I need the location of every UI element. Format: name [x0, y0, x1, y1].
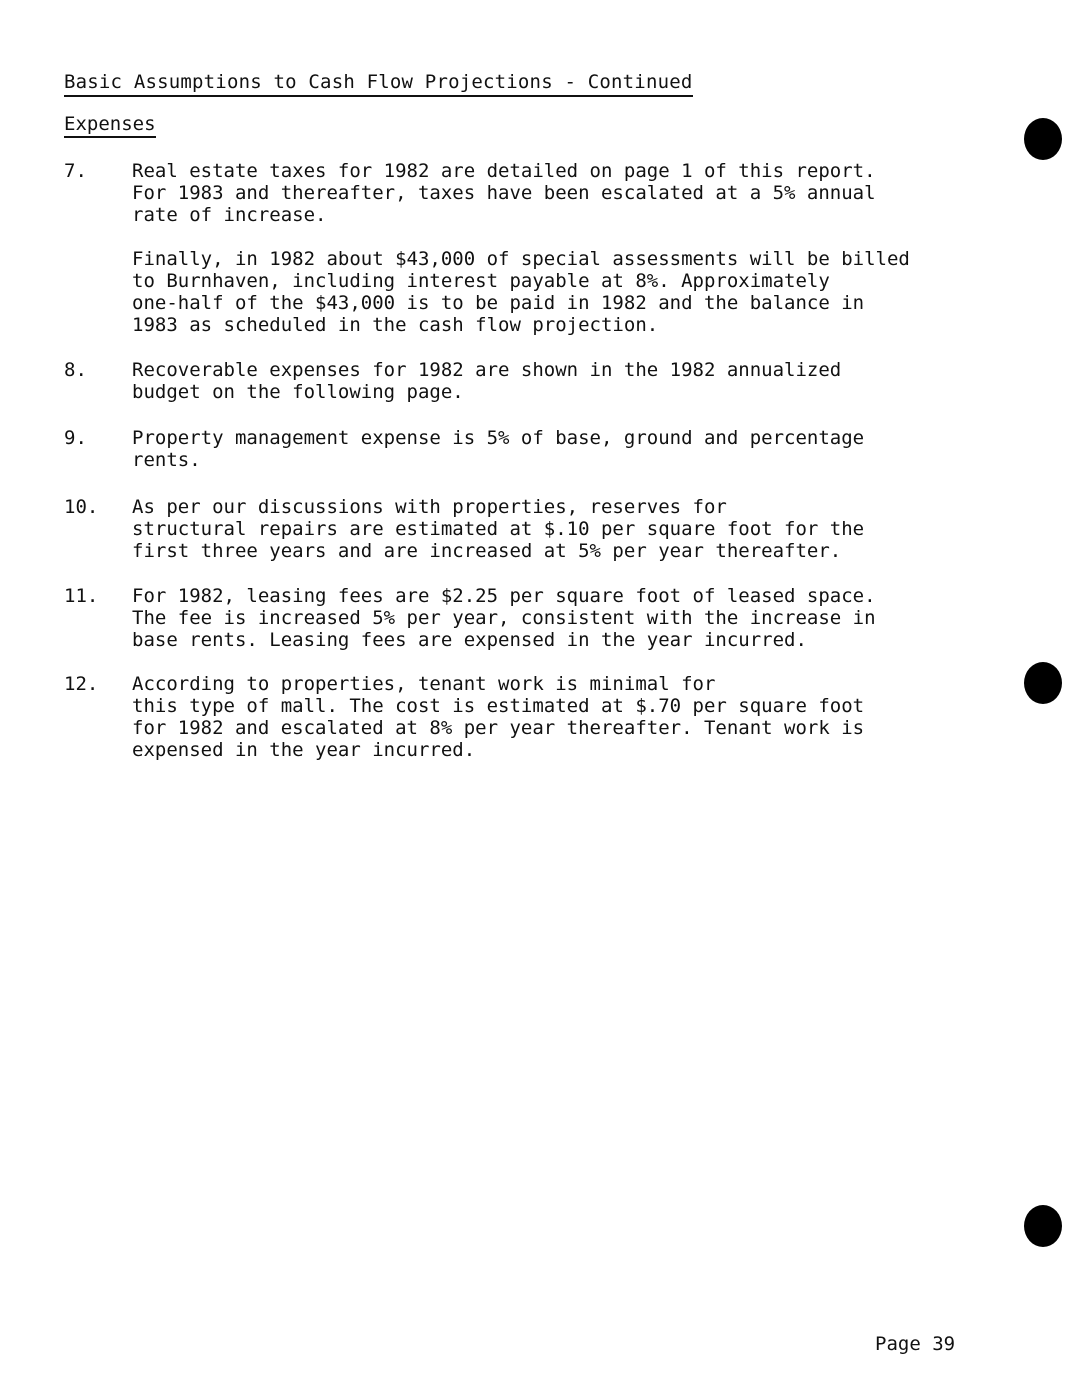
text-line: rate of increase. [132, 204, 327, 226]
page-title: Basic Assumptions to Cash Flow Projections - Continued [64, 70, 693, 97]
text-line: According to properties, tenant work is minimal for [132, 673, 716, 695]
text-line: first three years and are increased at 5% per year thereafter. [132, 540, 842, 562]
item-body [132, 496, 952, 562]
item-body [132, 359, 952, 403]
punch-hole-icon [1024, 1205, 1062, 1247]
paragraph [132, 427, 952, 471]
paragraph [132, 248, 952, 336]
text-line: Property management expense is 5% of base, ground and percentage [132, 427, 865, 449]
text-line: rents. [132, 449, 201, 471]
text-line: one-half of the $43,000 is to be paid in 1982 and the balance in [132, 292, 865, 314]
punch-hole-icon [1024, 662, 1062, 704]
text-line: Finally, in 1982 about $43,000 of special assessments will be billed [132, 248, 910, 270]
item-body [132, 673, 952, 761]
item-number: 12. [64, 673, 99, 695]
text-line: Recoverable expenses for 1982 are shown in the 1982 annualized [132, 359, 842, 381]
text-line: For 1982, leasing fees are $2.25 per square foot of leased space. [132, 585, 876, 607]
text-line: The fee is increased 5% per year, consistent with the increase in [132, 607, 876, 629]
item-body [132, 427, 952, 471]
item-number: 11. [64, 585, 99, 607]
page-number: Page 39 [875, 1333, 956, 1355]
text-line: budget on the following page. [132, 381, 464, 403]
text-line: Real estate taxes for 1982 are detailed on page 1 of this report. [132, 160, 876, 182]
item-number: 7. [64, 160, 87, 182]
paragraph [132, 673, 952, 761]
paragraph [132, 585, 952, 651]
text-line: structural repairs are estimated at $.10 per square foot for the [132, 518, 865, 540]
item-body [132, 160, 952, 336]
item-number: 10. [64, 496, 99, 518]
text-line: to Burnhaven, including interest payable at 8%. Approximately [132, 270, 830, 292]
item-number: 9. [64, 427, 87, 449]
paragraph [132, 160, 952, 226]
paragraph [132, 496, 952, 562]
text-line: base rents. Leasing fees are expensed in the year incurred. [132, 629, 807, 651]
text-line: For 1983 and thereafter, taxes have been escalated at a 5% annual [132, 182, 876, 204]
text-line: 1983 as scheduled in the cash flow projection. [132, 314, 659, 336]
text-line: As per our discussions with properties, reserves for [132, 496, 727, 518]
text-line: expensed in the year incurred. [132, 739, 476, 761]
section-heading-expenses: Expenses [64, 112, 156, 138]
text-line: for 1982 and escalated at 8% per year thereafter. Tenant work is [132, 717, 865, 739]
paragraph [132, 359, 952, 403]
punch-hole-icon [1024, 118, 1062, 160]
text-line: this type of mall. The cost is estimated at $.70 per square foot [132, 695, 865, 717]
item-body [132, 585, 952, 651]
item-number: 8. [64, 359, 87, 381]
